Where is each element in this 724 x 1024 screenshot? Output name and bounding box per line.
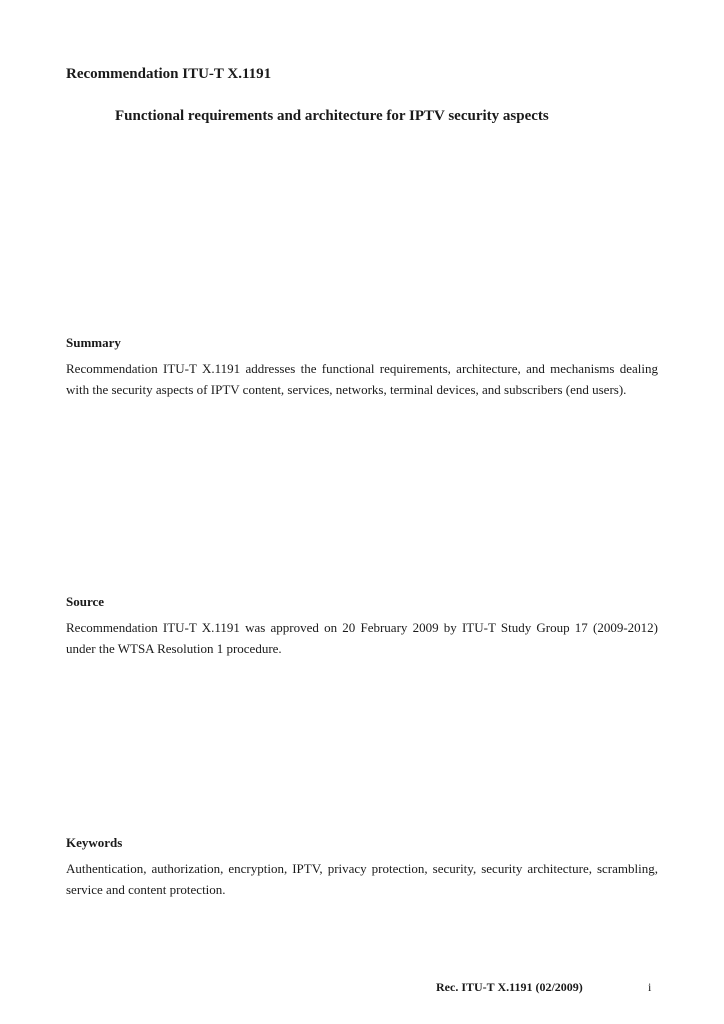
summary-section: [66, 335, 658, 400]
footer-reference: Rec. ITU-T X.1191 (02/2009): [436, 980, 583, 994]
document-subtitle: Functional requirements and architecture for IPTV security aspects: [115, 108, 549, 124]
summary-text: Recommendation ITU-T X.1191 addresses the functional requirements, architecture, and mechanisms dealing with the security aspects of IPTV content, services, networks, terminal devices, and subscribers (end users).: [66, 361, 658, 397]
source-text: Recommendation ITU-T X.1191 was approved on 20 February 2009 by ITU-T Study Group 17 (2009-2012) under the WTSA Resolution 1 procedure.: [66, 620, 658, 656]
summary-heading: Summary: [66, 335, 121, 350]
source-section: [66, 594, 658, 659]
source-heading: Source: [66, 594, 105, 609]
page-number: i: [648, 980, 652, 994]
keywords-text: Authentication, authorization, encryption, IPTV, privacy protection, security, security architecture, scrambling, service and content protection.: [66, 861, 658, 897]
keywords-heading: Keywords: [66, 835, 123, 850]
document-title: Recommendation ITU-T X.1191: [66, 66, 272, 82]
keywords-section: [66, 835, 658, 900]
